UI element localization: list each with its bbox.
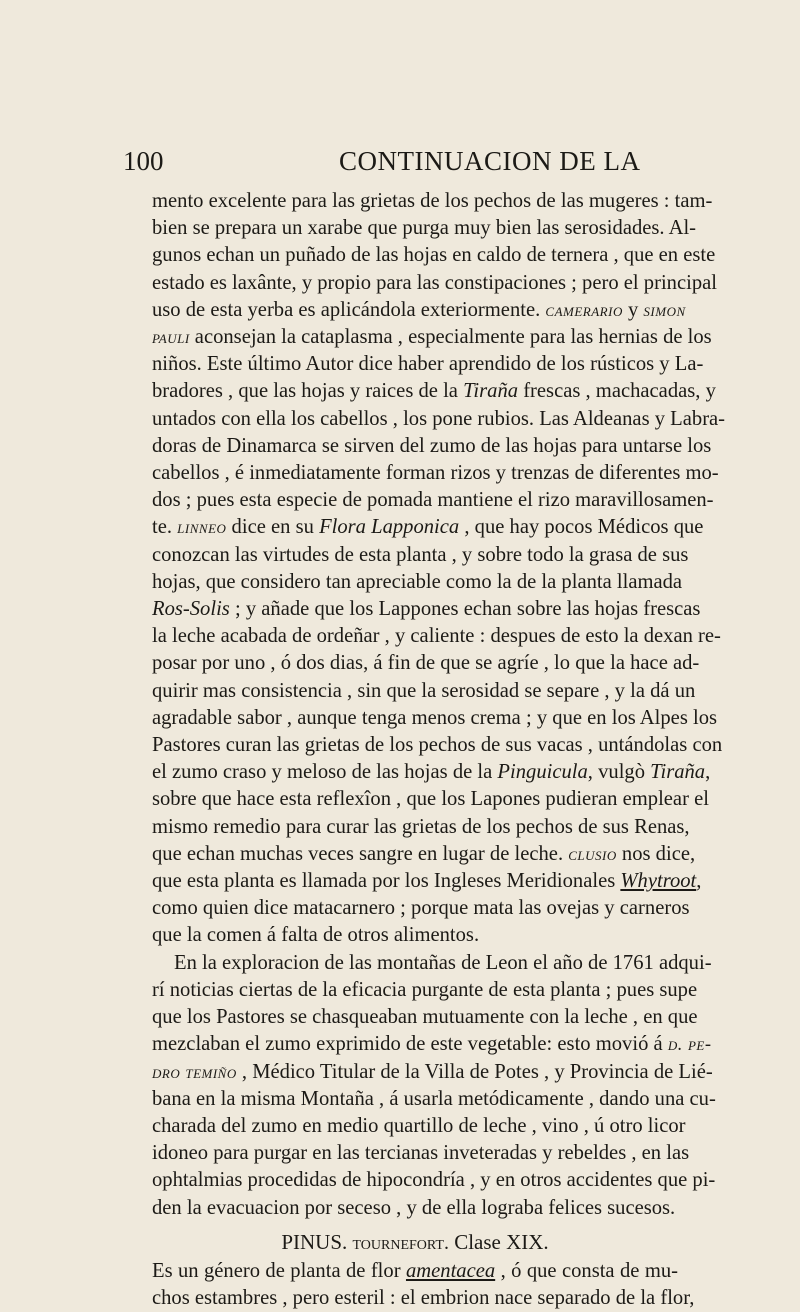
text-line: la leche acabada de ordeñar , y caliente : despues de esto la dexan re- <box>152 625 721 648</box>
text-line <box>152 868 702 895</box>
text-line: quirir mas consistencia , sin que la serosidad se separe , y la dá un <box>152 679 696 702</box>
text-line <box>152 1031 712 1058</box>
author-name: d. pe- <box>667 1034 712 1056</box>
italic-term: Tiraña <box>463 380 519 403</box>
author-name: simon <box>643 299 686 321</box>
text-line: que la comen á falta de otros alimentos. <box>152 924 480 947</box>
body-text <box>152 188 726 1312</box>
text-run: uso de esta yerba es aplicándola exteriormente. <box>152 298 546 321</box>
text-run: mezclaban el zumo exprimido de este vegetable: esto movió á <box>152 1033 668 1056</box>
author-name: clusio <box>568 843 617 865</box>
text-run: , Médico Titular de la Villa de Potes , y Provincia de Lié- <box>236 1060 713 1083</box>
text-line: Pastores curan las grietas de los pechos de sus vacas , untándolas con <box>152 734 723 757</box>
text-run: , vulgò <box>587 761 651 784</box>
text-line <box>152 1059 713 1086</box>
text-run: que esta planta es llamada por los Ingleses Meridionales <box>152 870 621 893</box>
text-line: que los Pastores se chasqueaban mutuamente con la leche , en que <box>152 1006 698 1029</box>
text-line: idoneo para purgar en las tercianas inveteradas y rebeldes , en las <box>152 1142 690 1165</box>
paragraph-3 <box>152 1258 695 1312</box>
text-line: mento excelente para las grietas de los pechos de las mugeres : tam- <box>152 190 713 212</box>
text-run: frescas , machacadas, y <box>518 380 716 403</box>
text-line: En la exploracion de las montañas de Leon el año de 1761 adqui- <box>174 951 712 974</box>
section-genus: PINUS. <box>281 1229 348 1254</box>
author-name: dro temiño <box>152 1061 237 1083</box>
text-line <box>152 324 712 351</box>
section-author: tournefort. <box>352 1231 449 1254</box>
text-line <box>152 596 701 623</box>
text-run: que echan muchas veces sangre en lugar de leche. <box>152 842 569 865</box>
text-line: mismo remedio para curar las grietas de los pechos de sus Renas, <box>152 815 690 838</box>
text-line: untados con ella los cabellos , los pone rubios. Las Aldeanas y Labra- <box>152 407 726 430</box>
running-head: CONTINUACION DE LA <box>339 146 641 176</box>
text-run: Es un género de planta de flor <box>152 1259 406 1282</box>
text-line: doras de Dinamarca se sirven del zumo de las hojas para untarse los <box>152 434 712 457</box>
section-heading-pinus <box>152 1229 678 1257</box>
text-line <box>152 759 711 786</box>
text-run: , <box>696 870 702 893</box>
text-line: estado es laxânte, y propio para las constipaciones ; pero el principal <box>152 271 717 294</box>
page-header <box>123 146 650 186</box>
text-line: dos ; pues esta especie de pomada mantiene el rizo maravillosamen- <box>152 489 714 512</box>
text-line: bana en la misma Montaña , á usarla metódicamente , dando una cu- <box>152 1087 716 1110</box>
text-line: chos estambres , pero esteril : el embrion nace separado de la flor, <box>152 1287 695 1310</box>
text-line: hojas, que considero tan apreciable como la de la planta llamada <box>152 570 683 593</box>
text-line: niños. Este último Autor dice haber aprendido de los rústicos y La- <box>152 353 704 376</box>
text-line: como quien dice matacarnero ; porque mata las ovejas y carneros <box>152 897 690 920</box>
text-line: charada del zumo en medio quartillo de leche , vino , ú otro licor <box>152 1114 686 1137</box>
paragraph-1 <box>152 188 726 950</box>
text-run: bradores , que las hojas y raices de la <box>152 380 464 403</box>
text-run: y <box>622 298 644 321</box>
italic-underlined-term: Whytroot <box>620 870 697 893</box>
italic-term: Tiraña <box>650 761 706 784</box>
author-name: camerario <box>545 299 623 321</box>
text-line: sobre que hace esta reflexîon , que los Lapones pudieran emplear el <box>152 788 709 811</box>
text-run: dice en su <box>226 516 320 539</box>
text-line <box>152 297 686 324</box>
italic-underlined-term: amentacea <box>405 1259 496 1282</box>
text-run: , <box>705 761 711 784</box>
text-run: te. <box>152 516 178 539</box>
text-line <box>152 1258 678 1285</box>
text-line: gunos echan un puñado de las hojas en caldo de ternera , que en este <box>152 244 716 267</box>
text-line: conozcan las virtudes de esta planta , y sobre todo la grasa de sus <box>152 543 689 566</box>
page-number: 100 <box>123 146 164 176</box>
text-line: den la evacuacion por seceso , y de ella lograba felices sucesos. <box>152 1196 676 1219</box>
text-run: ; y añade que los Lappones echan sobre las hojas frescas <box>229 598 701 621</box>
text-line: cabellos , é inmediatamente forman rizos y trenzas de diferentes mo- <box>152 462 719 485</box>
italic-term: Flora Lapponica <box>319 516 460 539</box>
text-run: , que hay pocos Médicos que <box>459 516 704 539</box>
text-line <box>152 841 696 868</box>
text-run: el zumo craso y meloso de las hojas de la <box>152 761 498 784</box>
paragraph-2 <box>152 950 716 1222</box>
text-line: rí noticias ciertas de la eficacia purgante de esta planta ; pues supe <box>152 978 698 1001</box>
author-name: pauli <box>152 327 190 349</box>
text-run: aconsejan la cataplasma , especialmente para las hernias de los <box>189 326 712 349</box>
text-line <box>152 378 716 405</box>
italic-term: Ros-Solis <box>152 598 230 621</box>
text-line: bien se prepara un xarabe que purga muy bien las serosidades. Al- <box>152 217 697 240</box>
italic-term: Pinguicula <box>497 761 588 784</box>
author-name: linneo <box>177 517 227 539</box>
text-line: agradable sabor , aunque tenga menos crema ; y que en los Alpes los <box>152 706 718 729</box>
text-line: ophtalmias procedidas de hipocondría , y en otros accidentes que pi- <box>152 1169 716 1192</box>
text-run: nos dice, <box>616 842 696 865</box>
text-run: , ó que consta de mu- <box>495 1259 678 1282</box>
text-line: posar por uno , ó dos dias, á fin de que se agríe , lo que la hace ad- <box>152 652 700 675</box>
text-line <box>152 514 704 541</box>
section-class: Clase XIX. <box>454 1229 549 1254</box>
